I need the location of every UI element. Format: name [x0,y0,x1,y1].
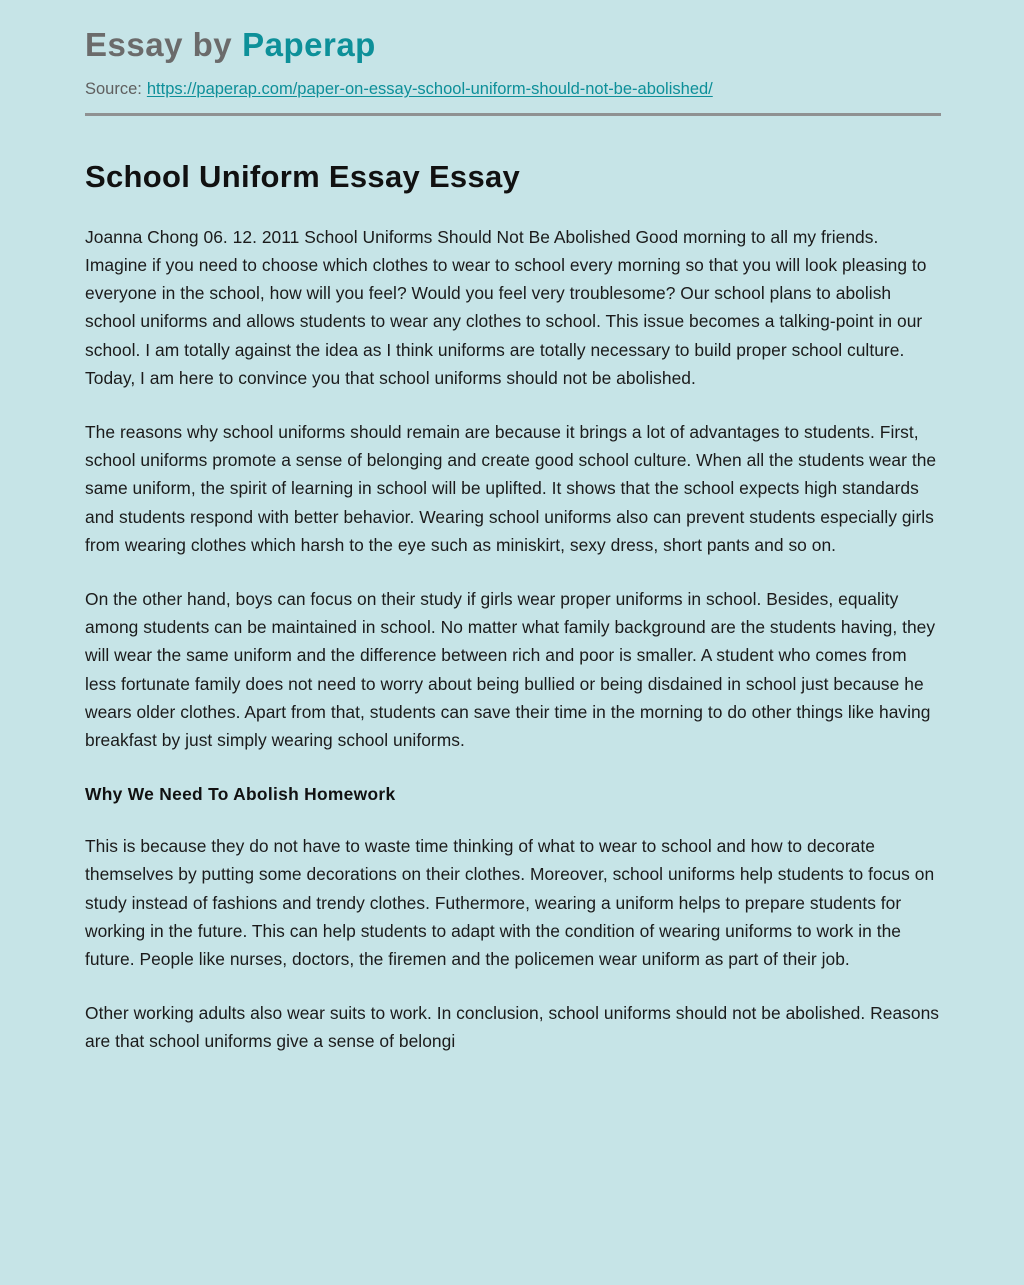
brand-title [85,26,940,65]
paragraph-1: Joanna Chong 06. 12. 2011 School Uniforms Should Not Be Abolished Good morning to all my friends. Imagine if you need to choose which clothes to wear to school every morning so that you will look pleasing to everyone in the school, how will you feel? Would you feel very troublesome? Our school plans to abolish school uniforms and allows students to wear any clothes to school. This issue becomes a talking-point in our school. I am totally against the idea as I think uniforms are totally necessary to build proper school culture. Today, I am here to convince you that school uniforms should not be abolished. [85,226,927,388]
paragraph-3: On the other hand, boys can focus on their study if girls wear proper uniforms in school. Besides, equality among students can be maintained in school. No matter what family background are the students having, they will wear the same uniform and the difference between rich and poor is smaller. A student who comes from less fortunate family does not need to worry about being bullied or being disdained in school just because he wears older clothes. Apart from that, students can save their time in the morning to do other things like having breakfast by just simply wearing school uniforms. [85,588,936,750]
source-line [85,79,940,100]
article-body [0,158,1024,1056]
brand-prefix-label: Essay by [85,26,233,63]
source-label: Source: [85,79,142,98]
paragraph-5: Other working adults also wear suits to work. In conclusion, school uniforms should not be abolished. Reasons are that school uniforms give a sense of belongi [85,1003,940,1052]
paragraph-2: The reasons why school uniforms should remain are because it brings a lot of advantages to students. First, school uniforms promote a sense of belonging and create good school culture. When all the students wear the same uniform, the spirit of learning in school will be uplifted. It shows that the school expects high standards and students respond with better behavior. Wearing school uniforms also can prevent students especially girls from wearing clothes which harsh to the eye such as miniskirt, sexy dress, short pants and so on. [85,421,937,555]
header-divider [85,113,941,116]
page-title: School Uniform Essay Essay [85,158,521,194]
paragraph-4: This is because they do not have to waste time thinking of what to wear to school and how to decorate themselves by putting some decorations on their clothes. Moreover, school uniforms help students to focus on study instead of fashions and trendy clothes. Futhermore, wearing a uniform helps to prepare students for working in the future. This can help students to adapt with the condition of wearing uniforms to work in the future. People like nurses, doctors, the firemen and the policemen wear uniform as part of their job. [85,836,935,970]
section-subheading: Why We Need To Abolish Homework [85,784,396,805]
page-header [0,0,1024,116]
source-url-link[interactable]: https://paperap.com/paper-on-essay-school-uniform-should-not-be-abolished/ [146,79,713,98]
brand-name-label: Paperap [242,26,376,63]
